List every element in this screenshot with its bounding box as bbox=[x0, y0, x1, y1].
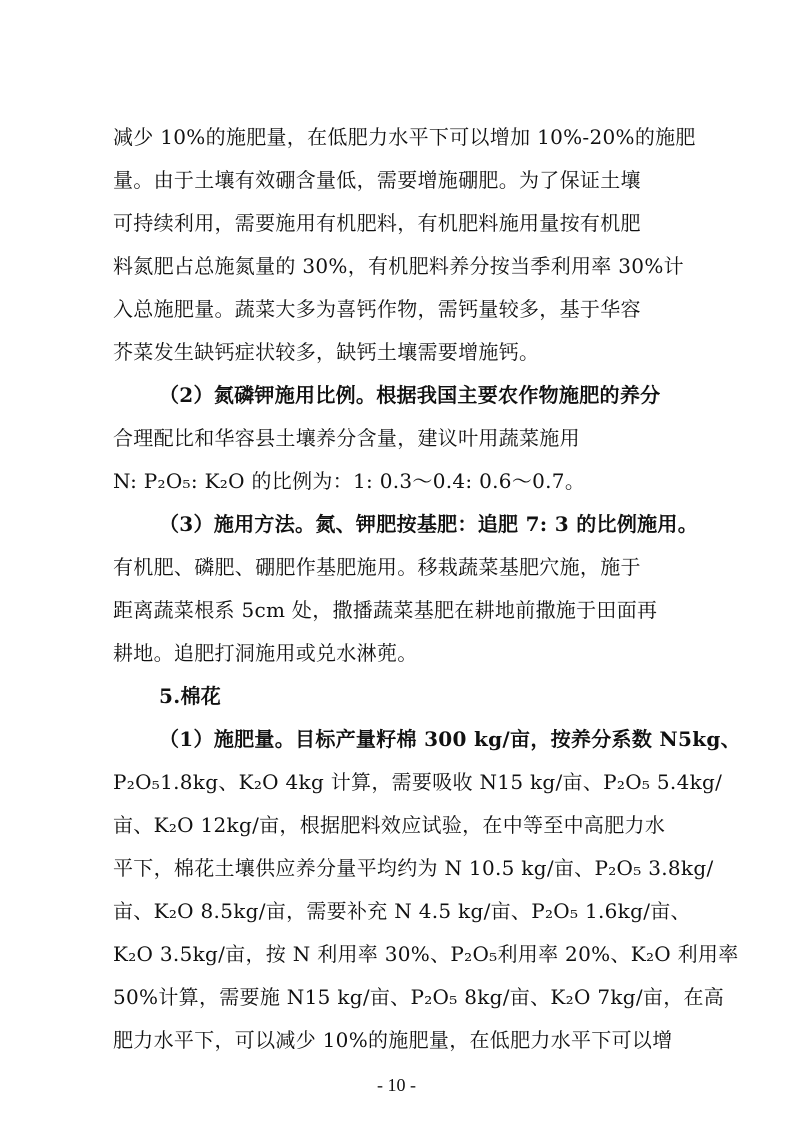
page-number: - 10 - bbox=[377, 1075, 416, 1095]
body-text-line: P₂O₅1.8kg、K₂O 4kg 计算，需要吸收 N15 kg/亩、P₂O₅ 5.4kg/ bbox=[113, 770, 723, 794]
section-heading-line: （1）施肥量。目标产量籽棉 300 kg/亩，按养分系数 N5kg、 bbox=[159, 727, 741, 751]
section-title: 5.棉花 bbox=[159, 684, 222, 708]
body-text-line: 量。由于土壤有效硼含量低，需要增施硼肥。为了保证土壤 bbox=[113, 168, 641, 192]
body-text-line: 合理配比和华容县土壤养分含量，建议叶用蔬菜施用 bbox=[113, 426, 580, 450]
body-text-line: 料氮肥占总施氮量的 30%，有机肥料养分按当季利用率 30%计 bbox=[113, 254, 684, 278]
body-text-line: 入总施肥量。蔬菜大多为喜钙作物，需钙量较多，基于华容 bbox=[113, 297, 641, 321]
body-text-line: 平下，棉花土壤供应养分量平均约为 N 10.5 kg/亩、P₂O₅ 3.8kg/ bbox=[113, 856, 714, 880]
body-text-line: 耕地。追肥打洞施用或兑水淋蔸。 bbox=[113, 641, 418, 665]
body-text-line: 有机肥、磷肥、硼肥作基肥施用。移栽蔬菜基肥穴施，施于 bbox=[113, 555, 641, 579]
section-heading-line: （3）施用方法。氮、钾肥按基肥：追肥 7: 3 的比例施用。 bbox=[159, 512, 699, 536]
body-text-line: 肥力水平下，可以减少 10%的施肥量，在低肥力水平下可以增 bbox=[113, 1028, 673, 1052]
body-text-line: K₂O 3.5kg/亩，按 N 利用率 30%、P₂O₅利用率 20%、K₂O 利用率 bbox=[113, 942, 739, 966]
body-text-line: 可持续利用，需要施用有机肥料，有机肥料施用量按有机肥 bbox=[113, 211, 641, 235]
body-text-line: 50%计算，需要施 N15 kg/亩、P₂O₅ 8kg/亩、K₂O 7kg/亩，在高 bbox=[113, 985, 725, 1009]
body-text-line: 距离蔬菜根系 5cm 处，撒播蔬菜基肥在耕地前撒施于田面再 bbox=[113, 598, 658, 622]
body-text-line: 亩、K₂O 8.5kg/亩，需要补充 N 4.5 kg/亩、P₂O₅ 1.6kg/亩、 bbox=[113, 899, 691, 923]
body-text-line: 芥菜发生缺钙症状较多，缺钙土壤需要增施钙。 bbox=[113, 340, 540, 364]
body-text-line: N: P₂O₅: K₂O 的比例为：1: 0.3～0.4: 0.6～0.7。 bbox=[113, 469, 586, 493]
section-heading-line: （2）氮磷钾施用比例。根据我国主要农作物施肥的养分 bbox=[159, 383, 661, 407]
body-text-line: 亩、K₂O 12kg/亩，根据肥料效应试验，在中等至中高肥力水 bbox=[113, 813, 666, 837]
body-text-line: 减少 10%的施肥量，在低肥力水平下可以增加 10%-20%的施肥 bbox=[113, 125, 696, 149]
